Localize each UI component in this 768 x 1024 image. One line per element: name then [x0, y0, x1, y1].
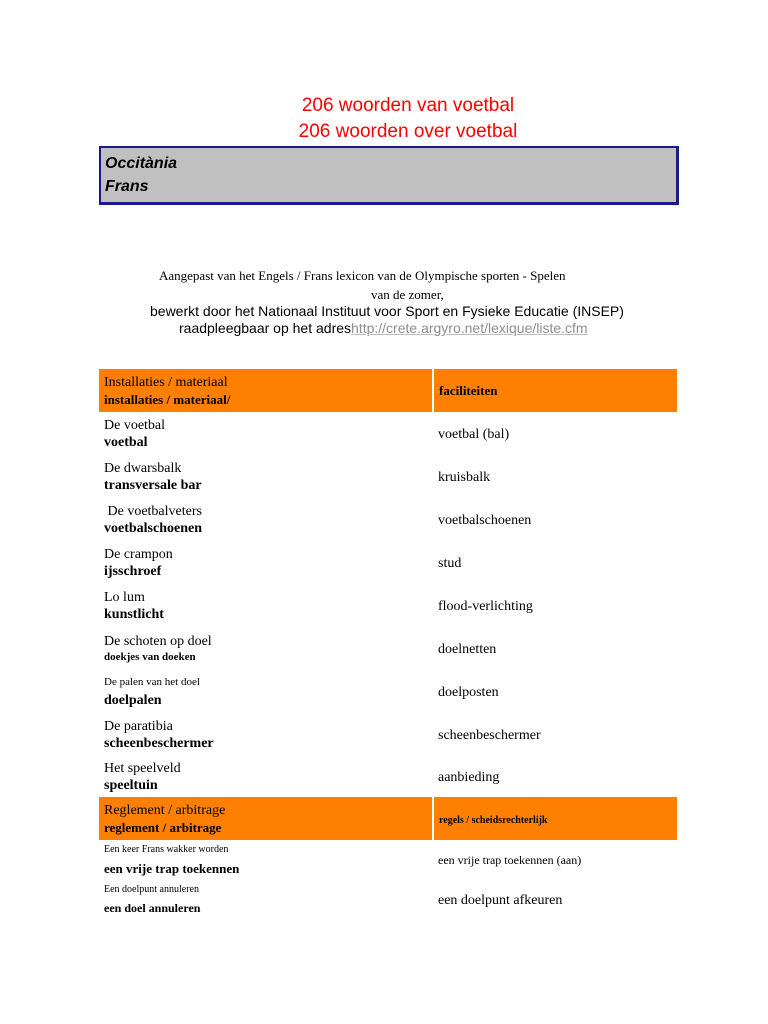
table-row [99, 880, 677, 920]
header-right-label: faciliteiten [439, 382, 498, 398]
term-bottom: kunstlicht [104, 606, 164, 622]
table-row [99, 713, 677, 756]
term-bottom: een doel annuleren [104, 901, 201, 915]
term-bottom: doelpalen [104, 692, 162, 708]
page-title-line1: 206 woorden van voetbal [301, 95, 515, 116]
term-top: De voetbal [104, 417, 166, 433]
language-secondary: Frans [105, 178, 149, 195]
term-top: Een doelpunt annuleren [104, 884, 199, 895]
table-header-installations [99, 369, 677, 412]
term-bottom: transversale bar [104, 477, 202, 493]
table-row [99, 498, 677, 541]
term-bottom: voetbal [104, 434, 148, 450]
term-translation: voetbalschoenen [438, 512, 532, 528]
language-box [99, 146, 679, 205]
term-translation: stud [438, 555, 462, 571]
term-bottom: speeltuin [104, 777, 158, 793]
header-right-cell [433, 797, 677, 840]
term-translation: flood-verlichting [438, 598, 533, 614]
table-row [99, 840, 677, 880]
term-translation: voetbal (bal) [438, 426, 510, 442]
term-top: De voetbalveters [104, 503, 202, 519]
language-primary: Occitània [105, 155, 178, 172]
term-top: De dwarsbalk [104, 460, 182, 476]
table-row [99, 541, 677, 584]
header-left-cell [99, 797, 433, 840]
header-left-top: Installaties / materiaal [104, 374, 228, 390]
term-translation: doelposten [438, 684, 499, 700]
intro-address-label: raadpleegbaar op het adres [179, 320, 352, 336]
term-translation: kruisbalk [438, 469, 491, 485]
term-bottom: voetbalschoenen [104, 520, 202, 536]
page-title-line2: 206 woorden over voetbal [298, 121, 518, 142]
header-right-cell [433, 369, 677, 412]
table-row [99, 412, 677, 455]
table-row [99, 584, 677, 627]
term-top: Een keer Frans wakker worden [104, 844, 229, 855]
table-header-rules [99, 797, 677, 840]
table-row [99, 756, 677, 797]
term-bottom: doekjes van doeken [104, 651, 196, 663]
term-translation: aanbieding [438, 769, 500, 785]
intro-line2: van de zomer, [371, 287, 444, 302]
intro-line3: bewerkt door het Nationaal Instituut voor Sport en Fysieke Educatie (INSEP) [150, 303, 624, 319]
table-row [99, 670, 677, 713]
header-right-label: regels / scheidsrechterlijk [439, 814, 548, 826]
header-left-bottom: reglement / arbitrage [104, 819, 222, 835]
header-left-bottom: installaties / materiaal/ [104, 391, 231, 407]
term-translation: scheenbeschermer [438, 727, 541, 743]
lexicon-link[interactable]: http://crete.argyro.net/lexique/liste.cfm [351, 320, 588, 336]
term-top: De crampon [104, 546, 173, 562]
term-bottom: ijsschroef [104, 563, 162, 579]
intro-line1: Aangepast van het Engels / Frans lexicon van de Olympische sporten - Spelen [159, 268, 566, 283]
table-row [99, 627, 677, 670]
term-translation: doelnetten [438, 641, 497, 657]
term-top: De schoten op doel [104, 634, 212, 649]
term-translation: een vrije trap toekennen (aan) [438, 853, 582, 867]
term-bottom: scheenbeschermer [104, 735, 214, 751]
term-bottom: een vrije trap toekennen [104, 861, 240, 876]
intro-line4 [179, 319, 588, 338]
term-translation: een doelpunt afkeuren [438, 893, 563, 908]
header-left-top: Reglement / arbitrage [104, 802, 226, 818]
header-left-cell [99, 369, 433, 412]
term-top: Lo lum [104, 589, 145, 605]
table-row [99, 455, 677, 498]
term-top: De palen van het doel [104, 675, 200, 688]
lexicon-table [99, 369, 677, 920]
term-top: De paratibia [104, 718, 173, 734]
term-top: Het speelveld [104, 760, 181, 776]
